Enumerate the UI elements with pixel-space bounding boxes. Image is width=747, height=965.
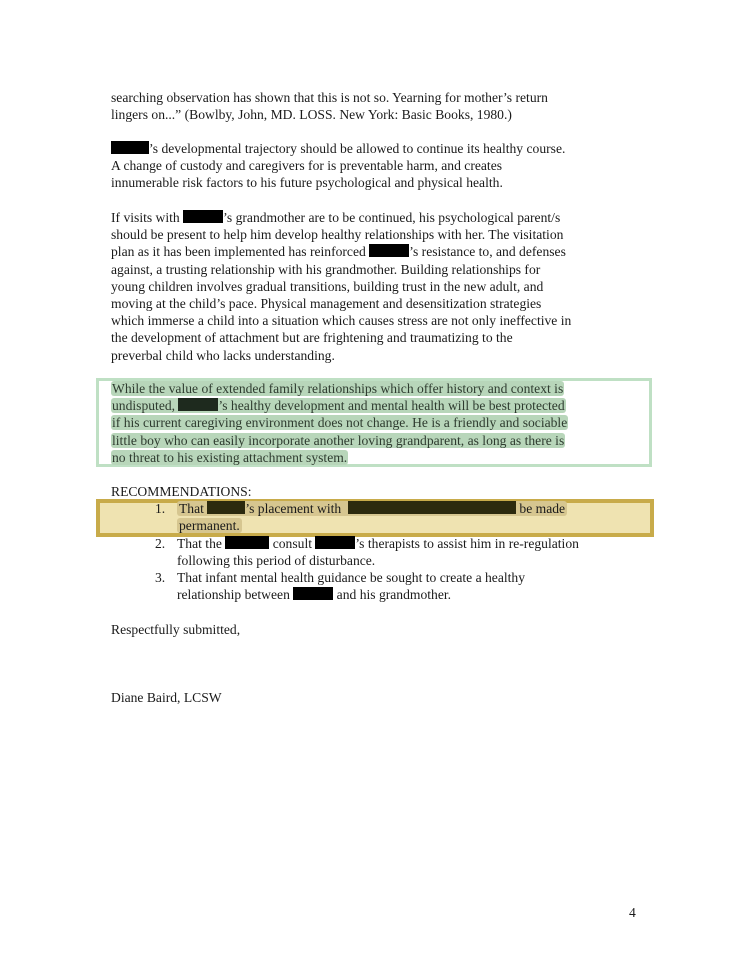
text-segment: That xyxy=(179,501,208,516)
text-line: the development of attachment but are frightening and traumatizing to the xyxy=(111,330,513,346)
heading-text: RECOMMENDATIONS: xyxy=(111,484,252,499)
text-line: young children involves gradual transitions, building trust in the new adult, and xyxy=(111,278,544,294)
text-line-group xyxy=(111,398,566,413)
text-line: ’s grandmother are to be continued, his psychological parent/s xyxy=(223,210,561,225)
text-segment: relationship between xyxy=(177,587,294,603)
text-line: innumerable risk factors to his future psychological and physical health. xyxy=(111,175,503,191)
text-line-group xyxy=(177,501,567,516)
salutation-text: Respectfully submitted, xyxy=(111,622,241,637)
text-line: little boy who can easily incorporate another loving grandparent, as long as there is xyxy=(112,432,565,448)
redaction-box xyxy=(315,536,355,549)
paragraph-highlighted-green[interactable] xyxy=(111,380,641,466)
paragraph-trajectory xyxy=(111,140,641,192)
closing-salutation xyxy=(111,621,641,638)
list-number: 2. xyxy=(155,536,166,551)
text-line: should be present to help him develop healthy relationships with her. The visitation xyxy=(111,227,564,243)
text-segment: That infant mental health guidance be sought to create a healthy xyxy=(177,570,526,585)
text-segment: following this period of disturbance. xyxy=(177,553,376,569)
text-line: moving at the child’s pace. Physical management and desensitization strategies xyxy=(111,296,542,312)
text-line: which immerse a child into a situation which causes stress are not only ineffective in xyxy=(111,313,572,329)
signature xyxy=(111,689,641,706)
text-line: lingers on...” (Bowlby, John, MD. LOSS. New York: Basic Books, 1980.) xyxy=(111,107,512,123)
list-number: 1. xyxy=(155,501,166,516)
text-line: If visits with xyxy=(111,210,184,225)
text-segment: be made xyxy=(516,501,566,516)
text-line: A change of custody and caregivers for is preventable harm, and creates xyxy=(111,158,503,174)
signature-text: Diane Baird, LCSW xyxy=(111,690,222,705)
text-line: against, a trusting relationship with his grandmother. Building relationships for xyxy=(111,261,541,277)
text-segment: That the xyxy=(177,536,226,551)
paragraph-quote xyxy=(111,89,641,123)
redaction-box xyxy=(369,244,409,257)
text-line: searching observation has shown that this is not so. Yearning for mother’s return xyxy=(111,90,548,105)
recommendation-item xyxy=(155,569,645,603)
redaction-box xyxy=(207,501,245,514)
list-text xyxy=(177,500,645,534)
text-line: ’s resistance to, and defenses xyxy=(409,244,566,260)
text-line: undisputed, xyxy=(112,398,179,414)
recommendations-heading xyxy=(111,483,641,500)
text-line: if his current caregiving environment does not change. He is a friendly and sociable xyxy=(112,415,568,431)
recommendation-item[interactable] xyxy=(155,500,645,534)
text-segment: permanent. xyxy=(179,518,240,534)
redaction-box xyxy=(178,398,218,411)
list-text xyxy=(177,569,645,603)
recommendation-item xyxy=(155,535,645,569)
text-segment: consult xyxy=(269,536,316,551)
redaction-box xyxy=(225,536,269,549)
text-line: no threat to his existing attachment system. xyxy=(112,449,348,465)
text-line: plan as it has been implemented has reinforced xyxy=(111,244,370,260)
text-segment: and his grandmother. xyxy=(333,587,452,603)
redaction-box xyxy=(293,587,333,600)
text-segment: ’s placement with xyxy=(245,501,342,516)
redaction-box xyxy=(348,501,516,514)
text-line: ’s healthy development and mental health will be best protected xyxy=(218,398,565,414)
text-segment: ’s therapists to assist him in re-regulation xyxy=(355,536,579,551)
text-line: preverbal child who lacks understanding. xyxy=(111,347,335,363)
redaction-box xyxy=(183,210,223,223)
list-text xyxy=(177,535,645,569)
text-line: ’s developmental trajectory should be allowed to continue its healthy course. xyxy=(149,141,566,156)
list-number: 3. xyxy=(155,570,166,585)
text-line: While the value of extended family relationships which offer history and context is xyxy=(112,381,564,396)
redaction-box xyxy=(111,141,149,154)
page-number: 4 xyxy=(629,905,636,920)
paragraph-visits xyxy=(111,209,641,364)
